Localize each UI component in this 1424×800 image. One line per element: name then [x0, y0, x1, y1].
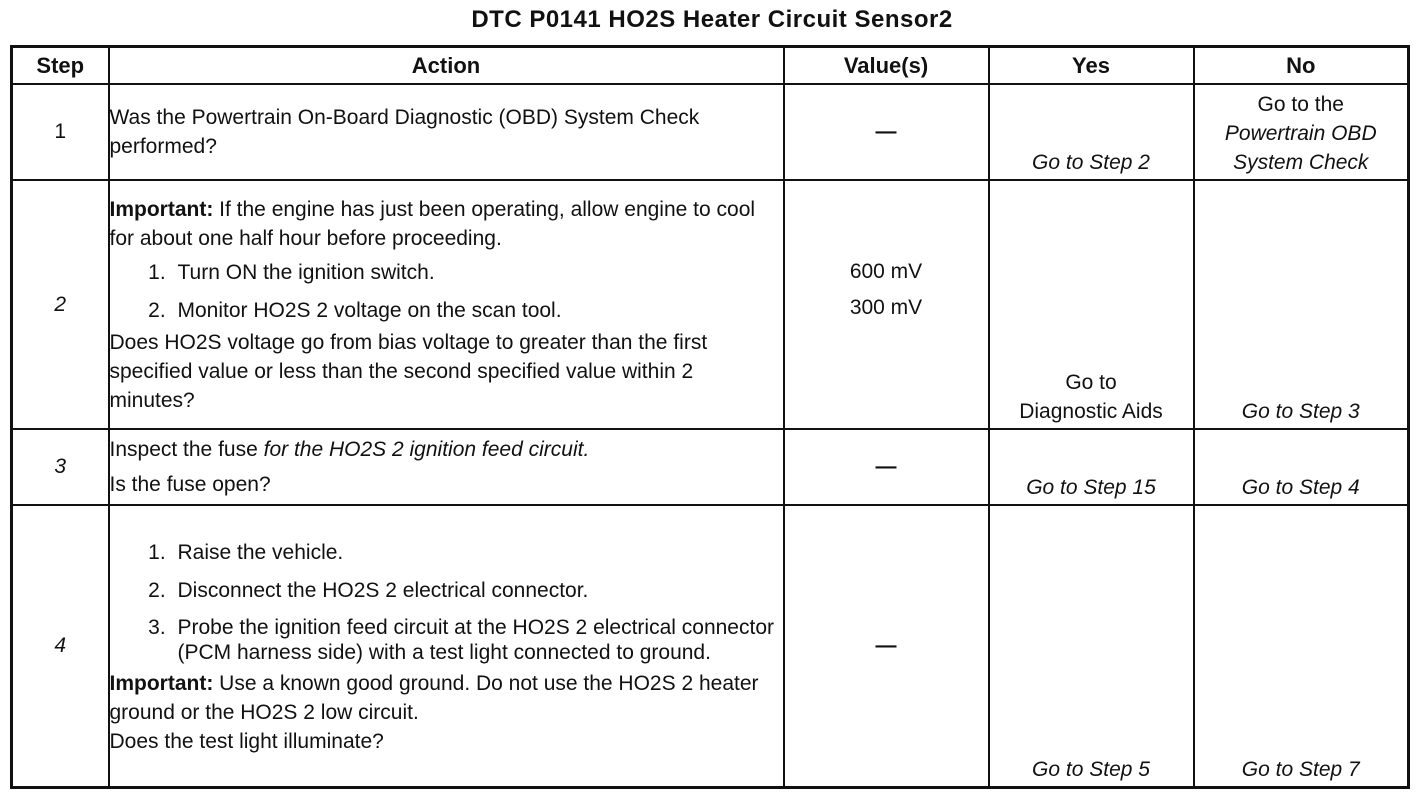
important-text: Use a known good ground. Do not use the HO2S 2 heater ground or the HO2S 2 low circuit.: [109, 671, 759, 724]
no-cell: Go to Step 4: [1194, 429, 1409, 505]
yes-text-line: Diagnostic Aids: [1019, 400, 1163, 423]
yes-cell: Go to Step 5: [989, 505, 1194, 788]
value-cell: —: [784, 84, 989, 180]
procedure-list: [110, 259, 783, 324]
no-cell: Go to Step 7: [1194, 505, 1409, 788]
important-text: If the engine has just been operating, allow engine to cool for about one half hour before proceeding.: [109, 197, 756, 250]
header-yes: Yes: [989, 47, 1194, 85]
action-question: Does HO2S voltage go from bias voltage to greater than the first specified value or less than the second specified value within 2 minutes?: [109, 330, 708, 412]
yes-cell: [989, 180, 1194, 429]
procedure-list: [110, 539, 783, 665]
important-label: Important:: [109, 671, 214, 695]
header-step: Step: [12, 47, 109, 85]
step-number: 2: [12, 180, 109, 429]
list-item: 2. Disconnect the HO2S 2 electrical connector.: [172, 577, 783, 604]
yes-cell: Go to Step 15: [989, 429, 1194, 505]
header-values: Value(s): [784, 47, 989, 85]
action-cell: [109, 84, 784, 180]
value-item: 300 mV: [849, 295, 923, 319]
no-text-reference: Powertrain OBD System Check: [1224, 122, 1377, 174]
table-row: [12, 84, 1409, 180]
no-text-line: Go to the: [1257, 93, 1344, 116]
action-text: Was the Powertrain On-Board Diagnostic (OBD) System Check performed?: [109, 106, 700, 158]
header-row: [12, 47, 1409, 85]
action-text-part: Inspect the fuse: [109, 438, 264, 461]
important-note: [110, 195, 783, 253]
header-no: No: [1194, 47, 1409, 85]
value-cell: [784, 180, 989, 429]
step-number: 4: [12, 505, 109, 788]
step-number: 1: [12, 84, 109, 180]
action-text-part: for the HO2S 2 ignition feed circuit.: [263, 438, 590, 461]
page-title: DTC P0141 HO2S Heater Circuit Sensor2: [471, 6, 953, 33]
list-item: 1. Turn ON the ignition switch.: [172, 259, 783, 286]
action-cell: [109, 505, 784, 788]
yes-cell: Go to Step 2: [989, 84, 1194, 180]
header-action: Action: [109, 47, 784, 85]
table-row: [12, 505, 1409, 788]
list-item: 1. Raise the vehicle.: [172, 539, 783, 566]
value-cell: —: [784, 505, 989, 788]
action-question: Is the fuse open?: [109, 473, 271, 496]
no-cell: [1194, 84, 1409, 180]
value-cell: —: [784, 429, 989, 505]
list-item: 3. Probe the ignition feed circuit at the HO2S 2 electrical connector (PCM harness side) with a test light connected to ground.: [172, 615, 783, 665]
list-item: 2. Monitor HO2S 2 voltage on the scan tool.: [172, 297, 783, 324]
value-item: 600 mV: [849, 259, 923, 283]
important-label: Important:: [109, 197, 214, 221]
action-cell: [109, 180, 784, 429]
step-number: 3: [12, 429, 109, 505]
table-row: [12, 180, 1409, 429]
diagnostic-table: [10, 45, 1410, 789]
yes-text-line: Go to: [1065, 371, 1117, 394]
table-row: [12, 429, 1409, 505]
action-cell: [109, 429, 784, 505]
no-cell: Go to Step 3: [1194, 180, 1409, 429]
important-note: [110, 669, 783, 727]
action-text: [110, 435, 783, 464]
action-question: Does the test light illuminate?: [109, 729, 384, 753]
